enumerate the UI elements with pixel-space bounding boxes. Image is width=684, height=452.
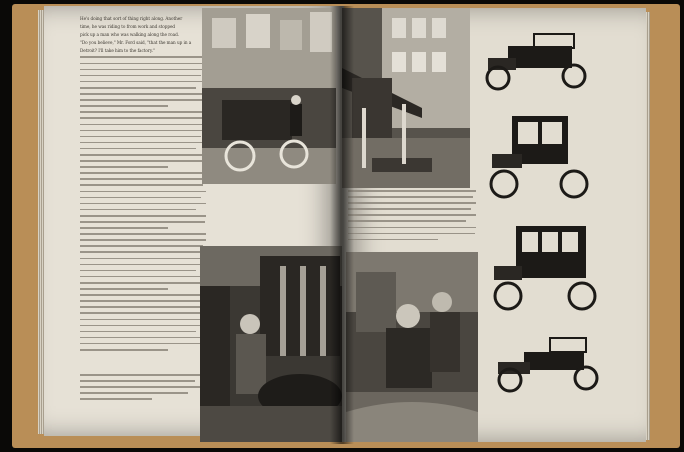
right-page-caption-text xyxy=(348,190,476,250)
illegible-line xyxy=(80,343,205,345)
illegible-line xyxy=(80,270,196,272)
illegible-line xyxy=(80,349,168,351)
illegible-line xyxy=(80,264,206,266)
illegible-line xyxy=(80,197,201,199)
illegible-line xyxy=(80,93,206,95)
text-line: "Do you believe," Mr. Ford said, "that the man up in a xyxy=(80,40,192,46)
illegible-line xyxy=(80,105,168,107)
illegible-line xyxy=(348,214,476,216)
photo-workers-machines xyxy=(200,246,342,442)
illegible-line xyxy=(80,154,206,156)
illegible-line xyxy=(80,178,206,180)
illegible-line xyxy=(80,227,168,229)
text-line: Detroit? I'll take him to the factory." xyxy=(80,48,155,54)
illegible-line xyxy=(80,319,201,321)
left-page-text-column xyxy=(80,16,206,366)
illegible-line xyxy=(80,331,196,333)
book-gutter-shadow xyxy=(330,6,354,444)
illegible-line xyxy=(80,69,206,71)
illegible-line xyxy=(80,124,203,126)
illegible-line xyxy=(80,203,206,205)
illegible-line xyxy=(348,220,466,222)
illustration-model-t-roadster xyxy=(490,330,610,400)
illegible-text-lines xyxy=(348,190,476,240)
illegible-line xyxy=(80,306,203,308)
illegible-line xyxy=(80,276,206,278)
illegible-line xyxy=(80,215,206,217)
illegible-line xyxy=(80,75,201,77)
illegible-line xyxy=(80,245,203,247)
illegible-line xyxy=(80,300,206,302)
illegible-line xyxy=(80,87,196,89)
illegible-line xyxy=(80,294,206,296)
illegible-line xyxy=(80,142,206,144)
text-line: He's doing that sort of thing right along. Another xyxy=(80,16,183,21)
illegible-line xyxy=(80,136,201,138)
illegible-line xyxy=(80,288,168,290)
illegible-line xyxy=(80,209,196,211)
illegible-line xyxy=(80,160,205,162)
illegible-line xyxy=(348,239,438,241)
illegible-line xyxy=(80,398,152,400)
illegible-line xyxy=(80,184,203,186)
illegible-line xyxy=(80,166,168,168)
illegible-line xyxy=(80,337,206,339)
illegible-line xyxy=(80,380,195,382)
text-line: pick up a man who was walking along the road. xyxy=(80,32,180,38)
illegible-text-lines xyxy=(80,56,206,350)
illegible-line xyxy=(80,191,206,193)
illegible-line xyxy=(80,172,206,174)
illegible-line xyxy=(348,208,471,210)
illegible-line xyxy=(80,258,201,260)
illegible-line xyxy=(80,63,203,65)
illustration-model-t-sedan xyxy=(486,220,606,320)
illegible-line xyxy=(348,190,476,192)
illegible-line xyxy=(80,392,188,394)
illegible-line xyxy=(80,233,206,235)
illegible-line xyxy=(348,196,473,198)
photo-workers-portrait xyxy=(346,252,478,442)
illegible-line xyxy=(80,56,206,58)
illustration-model-t-touring xyxy=(478,28,598,100)
illegible-line xyxy=(80,325,206,327)
illegible-footnote-lines xyxy=(80,374,200,400)
illegible-line xyxy=(80,312,206,314)
illegible-line xyxy=(80,81,206,83)
illegible-line xyxy=(80,374,200,376)
illegible-line xyxy=(80,117,206,119)
illegible-line xyxy=(80,130,206,132)
illegible-line xyxy=(348,233,475,235)
photo-assembly-ramp xyxy=(342,8,470,188)
illegible-line xyxy=(80,386,200,388)
left-page-footnote xyxy=(80,374,200,410)
illegible-line xyxy=(80,251,206,253)
illegible-line xyxy=(80,239,206,241)
photo-factory-trucks xyxy=(202,8,336,184)
illegible-line xyxy=(80,221,205,223)
illegible-line xyxy=(80,148,196,150)
text-line: time, he was riding to from work and stopped xyxy=(80,24,176,30)
illegible-line xyxy=(348,227,476,229)
illustration-model-t-coupe xyxy=(482,110,600,210)
illegible-line xyxy=(80,282,205,284)
illegible-line xyxy=(348,202,476,204)
illegible-line xyxy=(80,99,205,101)
illegible-line xyxy=(80,111,206,113)
